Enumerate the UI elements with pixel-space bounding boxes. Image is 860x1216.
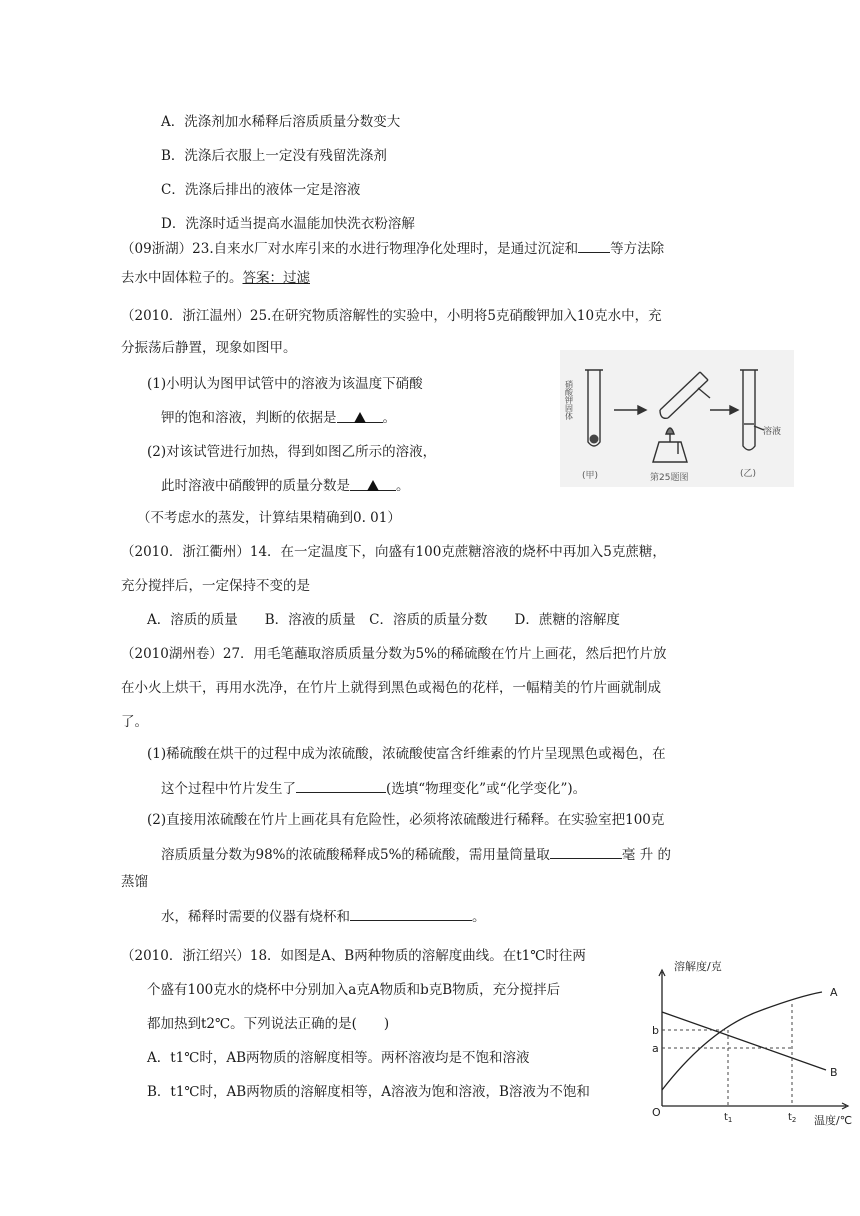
q23-text-b: 等方法除 xyxy=(610,241,665,257)
q25-part2-blank xyxy=(350,476,396,491)
tube-label: 硝酸钾固体 xyxy=(564,380,574,420)
triangle-icon xyxy=(367,480,379,491)
q25-part1-end: 。 xyxy=(382,410,396,426)
q23-answer: 答案：过滤 xyxy=(242,270,310,286)
q22-option-b: B．洗涤后衣服上一定没有残留洗涤剂 xyxy=(161,148,387,164)
arrow-icon xyxy=(614,406,646,414)
tick-t1: $t_1$ xyxy=(724,1112,733,1124)
tick-t2: $t_2$ xyxy=(788,1112,797,1124)
origin-label: O xyxy=(652,1106,661,1119)
solid-crystals xyxy=(590,435,599,444)
q18-option-a: A．t1℃时，AB两物质的溶解度相等。两杯溶液均是不饱和溶液 xyxy=(147,1050,530,1066)
curve-a xyxy=(662,992,822,1090)
q23-blank xyxy=(578,238,610,253)
q25-note: （不考虑水的蒸发，计算结果精确到0. 01） xyxy=(137,510,401,526)
q23-line-2 xyxy=(121,268,310,288)
q22-option-d: D．洗涤时适当提高水温能加快洗衣粉溶解 xyxy=(161,216,415,232)
q23-line-1 xyxy=(121,238,664,259)
q25-part2-end: 。 xyxy=(396,478,410,494)
q23-text-c: 去水中固体粒子的。 xyxy=(121,270,243,286)
q27-part2-line-1: (2)直接用浓硫酸在竹片上画花具有危险性，必须将浓硫酸进行稀释。在实验室把100克 xyxy=(147,812,665,828)
q25-part2-text: 此时溶液中硝酸钾的质量分数是 xyxy=(161,478,350,494)
curve-b-label: B xyxy=(830,1066,838,1079)
q27-line-3: 了。 xyxy=(121,714,148,730)
q27-part1-line-1: (1)稀硫酸在烘干的过程中成为浓硫酸，浓硫酸使富含纤维素的竹片呈现黑色或褐色，在 xyxy=(147,746,666,762)
q27-part2-blank-2 xyxy=(350,906,472,921)
q25-part1-blank xyxy=(337,408,383,423)
q14-options: A．溶质的质量 B．溶液的质量 C．溶质的质量分数 D．蔗糖的溶解度 xyxy=(147,612,620,628)
q18-option-b: B．t1℃时，AB两物质的溶解度相等，A溶液为饱和溶液，B溶液为不饱和 xyxy=(147,1084,590,1100)
q25-part1-line-2 xyxy=(161,408,396,428)
q25-part1-text: 钾的饱和溶液，判断的依据是 xyxy=(161,410,337,426)
q27-part1-end: (选填“物理变化”或“化学变化”)。 xyxy=(386,781,587,797)
figure-caption: 第25题图 xyxy=(650,473,689,483)
q27-part1-line-2 xyxy=(161,778,586,799)
q23-text-a: （09浙湖）23.自来水厂对水库引来的水进行物理净化处理时，是通过沉淀和 xyxy=(121,241,579,257)
q25-line-2: 分振荡后静置，现象如图甲。 xyxy=(121,340,297,356)
q27-line-1: （2010湖州卷）27．用毛笔蘸取溶质质量分数为5%的稀硫酸在竹片上画花，然后把竹片放 xyxy=(121,646,667,662)
y-axis-label: 溶解度/克 xyxy=(674,960,722,973)
level-b-label: b xyxy=(652,1024,659,1037)
level-a-label: a xyxy=(652,1042,659,1055)
q27-part2-end: 。 xyxy=(472,909,486,925)
alcohol-lamp-with-tube xyxy=(653,372,710,462)
q22-option-a: A．洗涤剂加水稀释后溶质质量分数变大 xyxy=(161,114,401,130)
curve-a-label: A xyxy=(830,986,838,999)
label-jia: (甲) xyxy=(582,471,599,481)
triangle-icon xyxy=(354,412,366,423)
q14-line-1: （2010．浙江衢州）14．在一定温度下，向盛有100克蔗糖溶液的烧杯中再加入5克蔗糖， xyxy=(121,544,666,560)
q27-part1-text: 这个过程中竹片发生了 xyxy=(161,781,296,797)
q18-line-2: 个盛有100克水的烧杯中分别加入a克A物质和b克B物质，充分搅拌后 xyxy=(147,982,561,998)
q27-part2-line-3: 蒸馏 xyxy=(121,874,148,890)
q27-part2-text: 溶质质量分数为98%的浓硫酸稀释成5%的稀硫酸，需用量筒量取 xyxy=(161,847,550,863)
q25-line-1: （2010．浙江温州）25.在研究物质溶解性的实验中，小明将5克硝酸钾加入10克水中，充 xyxy=(121,308,662,324)
q25-part2-line-2 xyxy=(161,476,410,496)
q27-line-2: 在小火上烘干，再用水洗净，在竹片上就得到黑色或褐色的花样，一幅精美的竹片画就制成 xyxy=(121,680,661,696)
q25-part1-line-1: (1)小明认为图甲试管中的溶液为该温度下硝酸 xyxy=(147,376,423,392)
q22-option-c: C．洗涤后排出的液体一定是溶液 xyxy=(161,182,361,198)
label-yi: (乙) xyxy=(740,469,757,479)
test-tube-yi xyxy=(740,370,764,450)
q14-line-2: 充分搅拌后，一定保持不变的是 xyxy=(121,578,310,594)
solubility-chart xyxy=(650,958,860,1128)
q27-part2-blank xyxy=(550,844,622,859)
arrow-icon xyxy=(710,406,738,414)
q25-part2-line-1: (2)对该试管进行加热，得到如图乙所示的溶液， xyxy=(147,444,437,460)
q27-part2-line-2 xyxy=(161,844,671,865)
q27-part2-line-4 xyxy=(161,906,486,927)
q18-line-1: （2010．浙江绍兴）18．如图是A、B两种物质的溶解度曲线。在t1℃时往两 xyxy=(121,948,586,964)
solution-label: 溶液 xyxy=(763,427,782,437)
q18-line-3: 都加热到t2℃。下列说法正确的是( ) xyxy=(147,1016,390,1032)
q25-figure xyxy=(560,350,794,487)
q27-part1-blank xyxy=(296,778,386,793)
q27-part2-unit: 毫 升 的 xyxy=(621,847,672,863)
q27-part2-text-2: 水，稀释时需要的仪器有烧杯和 xyxy=(161,909,350,925)
x-axis-label: 温度/℃ xyxy=(814,1114,853,1127)
